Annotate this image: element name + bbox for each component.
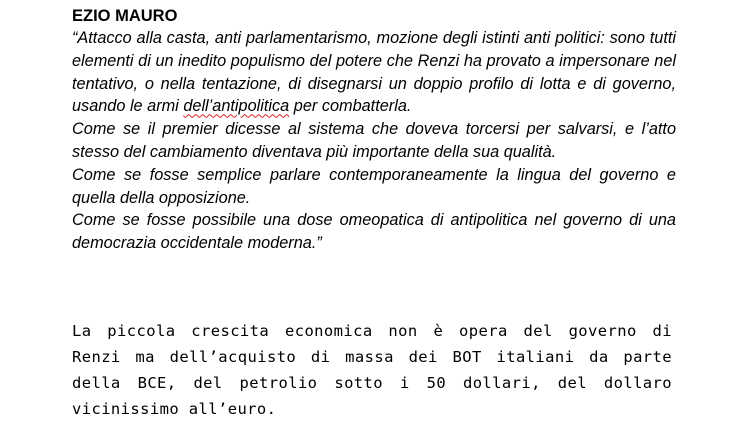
quote-block (72, 27, 676, 255)
comment-line-3: della BCE, del petrolio sotto i 50 dollari, del dollaro (72, 374, 672, 392)
quote-paragraph-3: Come se fosse semplice parlare contemporaneamente la lingua del governo e quella della opposizione. (72, 165, 676, 207)
handwritten-comment (72, 318, 672, 422)
quote-paragraph-1-text: “Attacco alla casta, anti parlamentarismo, mozione degli istinti anti politici: sono tutti elementi di un inedito populismo del potere che Renzi ha provato a impersonare nel tentativo, o nella tentazione, di disegnarsi un doppio profilo di lotta e di governo, usando le armi (72, 29, 676, 116)
comment-line-4: vicinissimo all’euro. (72, 400, 277, 418)
comment-line-2: Renzi ma dell’acquisto di massa dei BOT italiani da parte (72, 348, 672, 366)
spellcheck-flagged-word[interactable]: dell’antipolitica (183, 97, 290, 116)
quote-paragraph-1 (72, 27, 676, 118)
quote-paragraph-2: Come se il premier dicesse al sistema che doveva torcersi per salvarsi, e l’atto stesso del cambiamento diventava più importante della sua qualità. (72, 120, 676, 161)
quote-paragraph-1-tail: per combatterla. (289, 97, 412, 116)
quote-paragraph-4: Come se fosse possibile una dose omeopatica di antipolitica nel governo di una democrazia occidentale moderna.” (72, 211, 676, 253)
author-heading: EZIO MAURO (72, 7, 178, 25)
comment-line-1: La piccola crescita economica non è opera del governo di (72, 322, 672, 340)
